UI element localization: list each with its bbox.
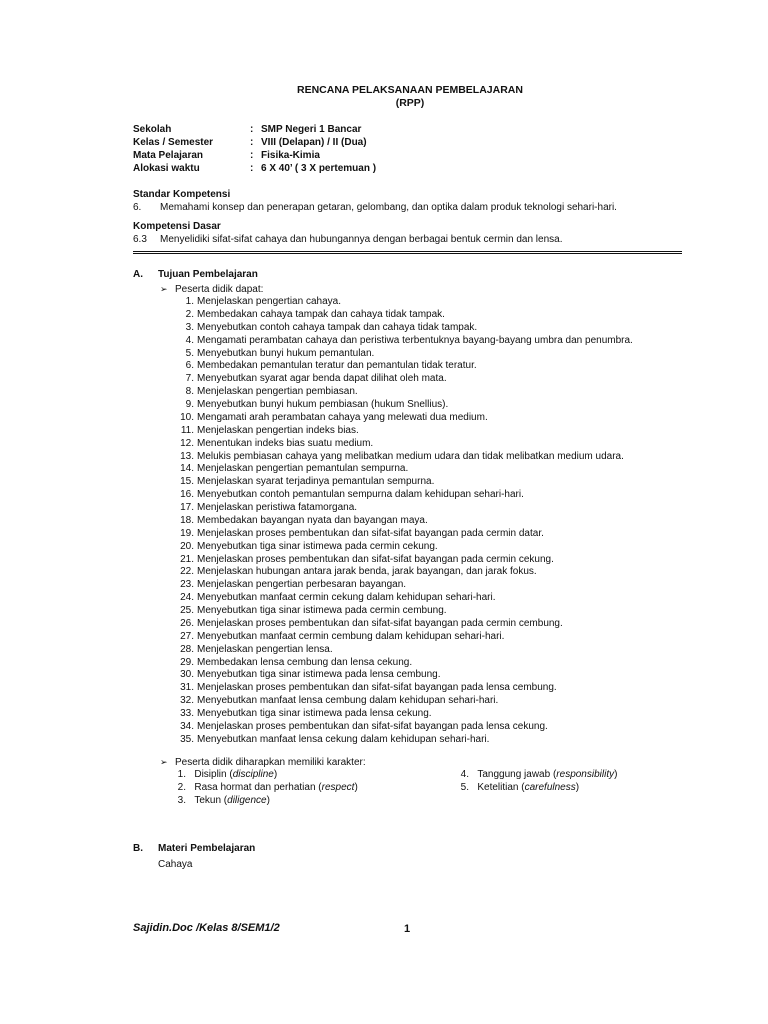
objective-number: 19.	[180, 527, 194, 539]
objective-text: Membedakan lensa cembung dan lensa cekung.	[197, 656, 413, 668]
standar-number: 6.	[133, 202, 142, 213]
section-a-heading: Tujuan Pembelajaran	[158, 269, 258, 280]
character-item: 3. Tekun (diligence)	[177, 795, 270, 806]
section-b-content: Cahaya	[158, 859, 193, 870]
objective-text: Menyebutkan manfaat cermin cekung dalam kehidupan sehari-hari.	[197, 592, 496, 604]
identity-label-class: Kelas / Semester	[133, 137, 214, 148]
objective-text: Mengamati perambatan cahaya dan peristiwa terbentuknya bayang-bayang umbra dan penumbra.	[197, 334, 633, 346]
objective-text: Menjelaskan pengertian perbesaran bayangan.	[197, 579, 407, 591]
identity-colon: :	[250, 163, 254, 174]
objective-number: 8.	[185, 386, 194, 398]
identity-label-time: Alokasi waktu	[133, 163, 200, 174]
objective-number: 25.	[180, 605, 194, 616]
objective-number: 34.	[180, 720, 194, 732]
objective-text: Menyebutkan manfaat lensa cekung dalam kehidupan sehari-hari.	[197, 733, 490, 745]
objective-number: 33.	[180, 708, 194, 719]
objective-number: 18.	[180, 514, 194, 526]
objective-number: 35.	[180, 733, 194, 745]
identity-colon: :	[250, 124, 254, 135]
objective-text: Menjelaskan proses pembentukan dan sifat-sifat bayangan pada cermin datar.	[197, 527, 544, 539]
objective-number: 12.	[180, 437, 194, 449]
dasar-heading: Kompetensi Dasar	[133, 221, 221, 232]
objective-number: 17.	[180, 502, 194, 513]
objective-number: 14.	[180, 463, 194, 475]
objective-number: 20.	[180, 540, 194, 552]
objective-text: Menjelaskan syarat terjadinya pemantulan sempurna.	[197, 476, 435, 488]
objective-text: Menjelaskan pengertian indeks bias.	[197, 424, 359, 436]
objective-number: 11.	[180, 424, 194, 436]
objective-number: 10.	[180, 411, 194, 423]
section-divider	[133, 251, 682, 256]
objective-number: 13.	[180, 450, 194, 462]
objective-text: Menjelaskan peristiwa fatamorgana.	[197, 502, 358, 513]
objective-number: 30.	[180, 669, 194, 681]
objective-text: Menyebutkan bunyi hukum pemantulan.	[197, 347, 375, 359]
identity-colon: :	[250, 150, 254, 161]
objective-number: 29.	[180, 656, 194, 668]
objective-number: 2.	[185, 308, 194, 320]
objective-number: 27.	[180, 630, 194, 642]
objective-text: Menjelaskan pengertian lensa.	[197, 643, 333, 655]
arrow-bullet-icon: ➢	[160, 284, 168, 294]
objective-text: Menyebutkan tiga sinar istimewa pada cermin cembung.	[197, 605, 447, 616]
objective-number: 6.	[185, 360, 194, 372]
footer-doc-label: Sajidin.Doc /Kelas 8/SEM1/2	[133, 922, 280, 934]
character-item: 2. Rasa hormat dan perhatian (respect)	[177, 782, 358, 793]
objective-number: 4.	[185, 334, 194, 346]
objectives-intro: Peserta didik dapat:	[175, 284, 264, 295]
objective-text: Menyebutkan tiga sinar istimewa pada cermin cekung.	[197, 540, 438, 552]
objective-number: 7.	[185, 373, 194, 385]
objective-text: Menjelaskan proses pembentukan dan sifat-sifat bayangan pada cermin cembung.	[197, 617, 563, 629]
identity-colon: :	[250, 137, 254, 148]
objective-text: Menjelaskan pengertian pembiasan.	[197, 386, 358, 398]
objective-text: Menyebutkan contoh pemantulan sempurna dalam kehidupan sehari-hari.	[197, 489, 524, 501]
objective-text: Melukis pembiasan cahaya yang melibatkan medium udara dan tidak melibatkan medium udara.	[197, 450, 624, 462]
section-b-letter: B.	[133, 843, 143, 854]
section-b-heading: Materi Pembelajaran	[158, 843, 256, 854]
objective-text: Membedakan cahaya tampak dan cahaya tidak tampak.	[197, 308, 445, 320]
objective-number: 22.	[180, 566, 194, 578]
objective-text: Menyebutkan manfaat lensa cembung dalam kehidupan sehari-hari.	[197, 695, 499, 707]
objective-text: Mengamati arah perambatan cahaya yang melewati dua medium.	[197, 411, 488, 423]
document-subtitle: (RPP)	[395, 97, 425, 109]
objective-text: Menyebutkan tiga sinar istimewa pada lensa cembung.	[197, 669, 441, 681]
objective-number: 15.	[180, 476, 194, 488]
objective-text: Menentukan indeks bias suatu medium.	[197, 437, 374, 449]
objective-number: 31.	[180, 682, 194, 694]
identity-value-school: SMP Negeri 1 Bancar	[261, 124, 362, 135]
identity-value-time: 6 X 40’ ( 3 X pertemuan )	[261, 163, 377, 174]
standar-text: Memahami konsep dan penerapan getaran, gelombang, dan optika dalam produk teknologi sehari-hari.	[160, 202, 617, 213]
document-title: RENCANA PELAKSANAAN PEMBELAJARAN	[297, 84, 523, 96]
objective-number: 32.	[180, 695, 194, 707]
character-item: 5. Ketelitian (carefulness)	[460, 782, 580, 793]
objective-number: 5.	[185, 347, 194, 359]
objective-text: Menyebutkan tiga sinar istimewa pada lensa cekung.	[197, 708, 432, 719]
standar-heading: Standar Kompetensi	[133, 189, 231, 200]
objective-number: 3.	[185, 321, 194, 333]
objective-text: Menjelaskan proses pembentukan dan sifat-sifat bayangan pada lensa cekung.	[197, 720, 548, 732]
dasar-number: 6.3	[133, 234, 147, 245]
objective-text: Menjelaskan proses pembentukan dan sifat-sifat bayangan pada lensa cembung.	[197, 682, 557, 694]
objective-number: 21.	[180, 553, 194, 565]
objective-text: Menyebutkan syarat agar benda dapat dilihat oleh mata.	[197, 373, 447, 385]
dasar-text: Menyelidiki sifat-sifat cahaya dan hubungannya dengan berbagai bentuk cermin dan lensa.	[160, 234, 563, 245]
objective-text: Menyebutkan manfaat cermin cembung dalam kehidupan sehari-hari.	[197, 630, 505, 642]
objective-text: Menyebutkan bunyi hukum pembiasan (hukum Snellius).	[197, 399, 449, 410]
character-item: 4. Tanggung jawab (responsibility)	[460, 769, 618, 780]
objective-text: Menjelaskan proses pembentukan dan sifat-sifat bayangan pada cermin cekung.	[197, 553, 554, 565]
objective-text: Membedakan pemantulan teratur dan pemantulan tidak teratur.	[197, 360, 477, 372]
objective-text: Menyebutkan contoh cahaya tampak dan cahaya tidak tampak.	[197, 321, 478, 333]
objective-text: Membedakan bayangan nyata dan bayangan maya.	[197, 514, 428, 526]
objective-text: Menjelaskan hubungan antara jarak benda, jarak bayangan, dan jarak fokus.	[197, 566, 537, 578]
identity-label-school: Sekolah	[133, 124, 172, 135]
arrow-bullet-icon: ➢	[160, 757, 168, 767]
objective-number: 28.	[180, 643, 194, 655]
objective-text: Menjelaskan pengertian pemantulan sempurna.	[197, 463, 409, 475]
identity-value-class: VIII (Delapan) / II (Dua)	[261, 137, 367, 148]
section-a-letter: A.	[133, 269, 143, 280]
page-number: 1	[404, 923, 411, 935]
objective-number: 26.	[180, 617, 194, 629]
objective-number: 9.	[185, 399, 194, 410]
objective-text: Menjelaskan pengertian cahaya.	[197, 296, 341, 307]
objective-number: 16.	[180, 489, 194, 501]
objective-number: 1.	[185, 296, 194, 307]
identity-value-subject: Fisika-Kimia	[261, 150, 320, 161]
identity-label-subject: Mata Pelajaran	[133, 150, 204, 161]
character-item: 1. Disiplin (discipline)	[177, 769, 278, 780]
objective-number: 24.	[180, 592, 194, 604]
character-intro: Peserta didik diharapkan memiliki karakter:	[175, 757, 366, 768]
objective-number: 23.	[180, 579, 194, 591]
